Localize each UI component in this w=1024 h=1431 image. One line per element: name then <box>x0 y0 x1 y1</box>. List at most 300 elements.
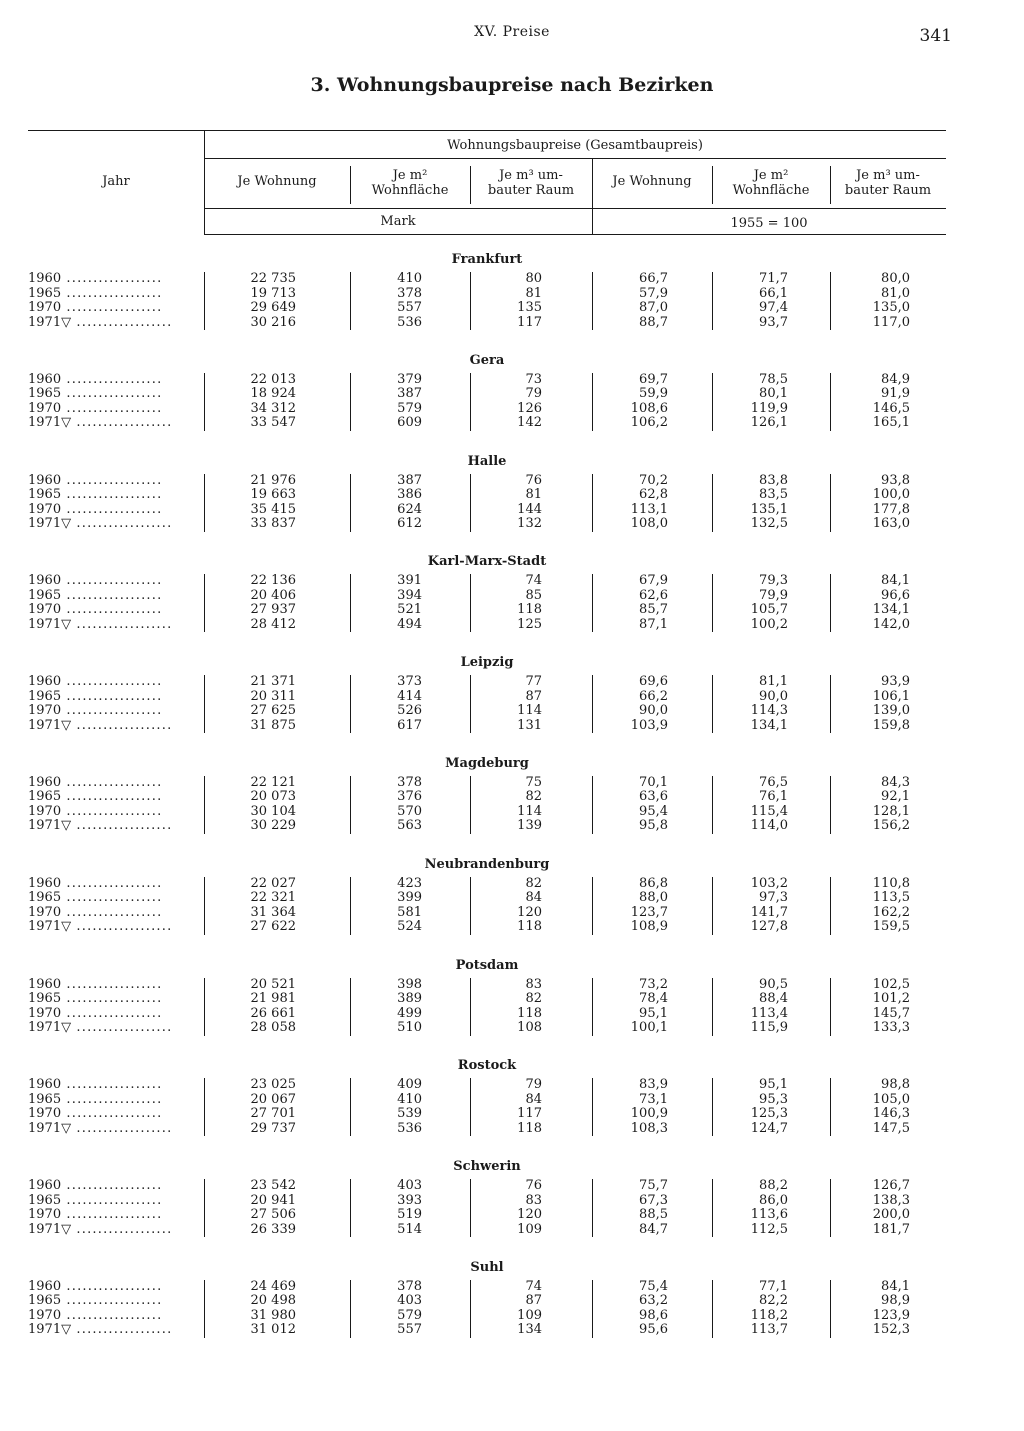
header-col6-l2: bauter Raum <box>844 183 932 198</box>
leader-dots: .................. <box>61 775 163 790</box>
value-cell: 521 <box>397 602 422 618</box>
value-cell: 118 <box>517 919 542 935</box>
table-row <box>28 719 946 734</box>
value-cell: 126,1 <box>750 415 788 431</box>
value-cell: 118,2 <box>750 1307 788 1323</box>
value-cell: 66,2 <box>639 688 668 704</box>
year-label: 1970 <box>28 1006 62 1021</box>
leader-dots: .................. <box>61 286 163 301</box>
value-cell: 118 <box>517 1120 542 1136</box>
value-cell: 80 <box>525 271 542 286</box>
value-cell: 114,0 <box>750 818 788 834</box>
value-cell: 95,6 <box>639 1322 668 1338</box>
value-cell: 393 <box>397 1192 422 1208</box>
year-cell <box>28 920 188 935</box>
leader-dots: .................. <box>61 387 163 402</box>
year-label: 1965 <box>28 790 62 805</box>
table-row <box>28 1093 946 1108</box>
year-cell <box>28 589 188 604</box>
year-cell <box>28 690 188 705</box>
leader-dots: .................. <box>61 891 163 906</box>
value-cell: 75,4 <box>639 1278 668 1294</box>
value-cell: 120 <box>517 904 542 920</box>
value-cell: 79 <box>525 386 542 402</box>
district-name: Karl-Marx-Stadt <box>427 554 547 570</box>
value-cell: 135 <box>517 300 542 315</box>
leader-dots: .................. <box>61 603 163 618</box>
value-cell: 557 <box>397 300 422 315</box>
table-body <box>28 250 946 1359</box>
value-cell: 20 941 <box>250 1192 296 1208</box>
year-label: 1970 <box>28 704 62 719</box>
value-cell: 133,3 <box>872 1020 910 1036</box>
value-cell: 80,0 <box>881 271 910 286</box>
value-cell: 579 <box>397 1307 422 1323</box>
district-name: Magdeburg <box>445 755 529 771</box>
value-cell: 93,9 <box>881 674 910 690</box>
year-label: 1960 <box>28 372 62 387</box>
leader-dots: .................. <box>71 1222 173 1237</box>
value-cell: 22 013 <box>250 371 296 387</box>
header-col5 <box>712 168 830 198</box>
value-cell: 378 <box>397 774 422 790</box>
value-cell: 120 <box>517 1207 542 1223</box>
leader-dots: .................. <box>71 1021 173 1036</box>
district-rows <box>28 1280 946 1338</box>
value-cell: 97,4 <box>759 300 788 315</box>
leader-dots: .................. <box>61 574 163 589</box>
value-cell: 70,2 <box>639 472 668 488</box>
value-cell: 117 <box>517 314 542 330</box>
value-cell: 18 924 <box>250 386 296 402</box>
value-cell: 62,8 <box>639 487 668 503</box>
value-cell: 33 837 <box>250 516 296 532</box>
value-cell: 66,7 <box>639 271 668 286</box>
value-cell: 134 <box>517 1322 542 1338</box>
value-cell: 165,1 <box>872 415 910 431</box>
value-cell: 609 <box>397 415 422 431</box>
year-label: 1960 <box>28 272 62 286</box>
value-cell: 30 229 <box>250 818 296 834</box>
value-cell: 83,9 <box>639 1077 668 1093</box>
value-cell: 31 980 <box>250 1307 296 1323</box>
value-cell: 33 547 <box>250 415 296 431</box>
value-cell: 83 <box>525 1192 542 1208</box>
value-cell: 19 663 <box>250 487 296 503</box>
value-cell: 30 216 <box>250 314 296 330</box>
district-name: Leipzig <box>460 655 514 671</box>
value-cell: 403 <box>397 1178 422 1194</box>
district-name: Suhl <box>470 1259 504 1275</box>
value-cell: 86,0 <box>759 1192 788 1208</box>
leader-dots: .................. <box>61 588 163 603</box>
value-cell: 617 <box>397 717 422 733</box>
table-row <box>28 402 946 417</box>
value-cell: 118 <box>517 1005 542 1021</box>
table-row <box>28 272 946 287</box>
value-cell: 142 <box>517 415 542 431</box>
year-cell <box>28 1208 188 1223</box>
value-cell: 93,7 <box>759 314 788 330</box>
value-cell: 109 <box>517 1221 542 1237</box>
header-col4: Je Wohnung <box>612 174 692 189</box>
value-cell: 88,0 <box>639 890 668 906</box>
year-label: 1960 <box>28 574 62 589</box>
running-head: XV. Preise <box>474 24 550 40</box>
value-cell: 23 025 <box>250 1077 296 1093</box>
value-cell: 114 <box>517 803 542 819</box>
value-cell: 514 <box>397 1221 422 1237</box>
year-cell <box>28 287 188 302</box>
header-col6 <box>830 168 946 198</box>
leader-dots: .................. <box>71 1121 173 1136</box>
value-cell: 112,5 <box>750 1221 788 1237</box>
header-col5-l1: Je m² <box>753 168 789 183</box>
value-cell: 27 506 <box>250 1207 296 1223</box>
year-cell <box>28 1078 188 1093</box>
value-cell: 499 <box>397 1005 422 1021</box>
value-cell: 379 <box>397 371 422 387</box>
leader-dots: .................. <box>61 301 163 315</box>
leader-dots: .................. <box>61 1208 163 1223</box>
value-cell: 21 976 <box>250 472 296 488</box>
district-rows <box>28 1179 946 1237</box>
value-cell: 57,9 <box>639 285 668 301</box>
header-col2 <box>350 168 470 198</box>
year-label: 1970 <box>28 301 62 315</box>
value-cell: 145,7 <box>872 1005 910 1021</box>
value-cell: 35 415 <box>250 501 296 517</box>
value-cell: 82,2 <box>759 1293 788 1309</box>
table-row <box>28 287 946 302</box>
year-label: 1971▽ <box>28 617 72 632</box>
district-block <box>28 1157 946 1258</box>
header-col1: Je Wohnung <box>237 174 317 189</box>
value-cell: 159,5 <box>872 919 910 935</box>
table-row <box>28 1223 946 1238</box>
district-rows <box>28 474 946 532</box>
year-cell <box>28 574 188 589</box>
table-row <box>28 1179 946 1194</box>
value-cell: 536 <box>397 314 422 330</box>
table-row <box>28 1309 946 1324</box>
value-cell: 90,0 <box>639 703 668 719</box>
year-label: 1971▽ <box>28 1222 72 1237</box>
year-cell <box>28 416 188 431</box>
value-cell: 84,3 <box>881 774 910 790</box>
leader-dots: .................. <box>71 517 173 532</box>
value-cell: 114 <box>517 703 542 719</box>
year-label: 1970 <box>28 401 62 416</box>
value-cell: 134,1 <box>872 602 910 618</box>
value-cell: 132 <box>517 516 542 532</box>
value-cell: 84,7 <box>639 1221 668 1237</box>
leader-dots: .................. <box>71 819 173 834</box>
year-cell <box>28 1294 188 1309</box>
value-cell: 88,2 <box>759 1178 788 1194</box>
district-block <box>28 452 946 553</box>
value-cell: 83,8 <box>759 472 788 488</box>
value-cell: 117,0 <box>872 314 910 330</box>
table-row <box>28 1078 946 1093</box>
leader-dots: .................. <box>61 1279 163 1294</box>
leader-dots: .................. <box>71 1323 173 1338</box>
year-cell <box>28 1194 188 1209</box>
year-cell <box>28 992 188 1007</box>
value-cell: 19 713 <box>250 285 296 301</box>
value-cell: 108 <box>517 1020 542 1036</box>
leader-dots: .................. <box>61 689 163 704</box>
year-cell <box>28 1122 188 1137</box>
year-cell <box>28 503 188 518</box>
value-cell: 423 <box>397 875 422 891</box>
value-cell: 177,8 <box>872 501 910 517</box>
value-cell: 84 <box>525 890 542 906</box>
value-cell: 30 104 <box>250 803 296 819</box>
year-label: 1971▽ <box>28 1121 72 1136</box>
value-cell: 398 <box>397 976 422 992</box>
leader-dots: .................. <box>61 1107 163 1122</box>
value-cell: 95,4 <box>639 803 668 819</box>
value-cell: 141,7 <box>750 904 788 920</box>
value-cell: 82 <box>525 991 542 1007</box>
value-cell: 29 737 <box>250 1120 296 1136</box>
value-cell: 27 701 <box>250 1106 296 1122</box>
value-cell: 26 661 <box>250 1005 296 1021</box>
table-row <box>28 819 946 834</box>
value-cell: 103,2 <box>750 875 788 891</box>
year-cell <box>28 1280 188 1295</box>
value-cell: 66,1 <box>759 285 788 301</box>
leader-dots: .................. <box>61 1294 163 1309</box>
value-cell: 23 542 <box>250 1178 296 1194</box>
value-cell: 27 937 <box>250 602 296 618</box>
leader-dots: .................. <box>71 315 173 330</box>
value-cell: 26 339 <box>250 1221 296 1237</box>
year-label: 1965 <box>28 1193 62 1208</box>
year-label: 1971▽ <box>28 1323 72 1338</box>
table-row <box>28 589 946 604</box>
value-cell: 22 121 <box>250 774 296 790</box>
value-cell: 20 498 <box>250 1293 296 1309</box>
value-cell: 78,4 <box>639 991 668 1007</box>
year-cell <box>28 474 188 489</box>
value-cell: 63,6 <box>639 789 668 805</box>
value-cell: 76,1 <box>759 789 788 805</box>
year-cell <box>28 1021 188 1036</box>
value-cell: 159,8 <box>872 717 910 733</box>
year-cell <box>28 1093 188 1108</box>
value-cell: 20 073 <box>250 789 296 805</box>
value-cell: 142,0 <box>872 616 910 632</box>
table-row <box>28 517 946 532</box>
value-cell: 146,3 <box>872 1106 910 1122</box>
value-cell: 105,0 <box>872 1091 910 1107</box>
value-cell: 24 469 <box>250 1278 296 1294</box>
value-cell: 135,0 <box>872 300 910 315</box>
unit-rule <box>204 208 946 209</box>
year-label: 1971▽ <box>28 1021 72 1036</box>
district-name: Gera <box>469 352 505 368</box>
year-label: 1970 <box>28 905 62 920</box>
value-cell: 387 <box>397 472 422 488</box>
value-cell: 156,2 <box>872 818 910 834</box>
table-row <box>28 920 946 935</box>
year-label: 1971▽ <box>28 819 72 834</box>
value-cell: 75 <box>525 774 542 790</box>
year-cell <box>28 402 188 417</box>
value-cell: 103,9 <box>630 717 668 733</box>
year-label: 1960 <box>28 1279 62 1294</box>
value-cell: 123,7 <box>630 904 668 920</box>
value-cell: 123,9 <box>872 1307 910 1323</box>
value-cell: 31 364 <box>250 904 296 920</box>
value-cell: 77 <box>525 674 542 690</box>
unit-index: 1955 = 100 <box>730 216 808 231</box>
value-cell: 118 <box>517 602 542 618</box>
year-label: 1971▽ <box>28 416 72 431</box>
value-cell: 29 649 <box>250 300 296 315</box>
value-cell: 163,0 <box>872 516 910 532</box>
value-cell: 181,7 <box>872 1221 910 1237</box>
value-cell: 78,5 <box>759 371 788 387</box>
table-row <box>28 1194 946 1209</box>
table-row <box>28 776 946 791</box>
value-cell: 83 <box>525 976 542 992</box>
value-cell: 67,3 <box>639 1192 668 1208</box>
value-cell: 100,2 <box>750 616 788 632</box>
value-cell: 139 <box>517 818 542 834</box>
year-cell <box>28 1323 188 1338</box>
value-cell: 113,7 <box>750 1322 788 1338</box>
value-cell: 108,3 <box>630 1120 668 1136</box>
leader-dots: .................. <box>61 1193 163 1208</box>
value-cell: 100,9 <box>630 1106 668 1122</box>
table-row <box>28 488 946 503</box>
value-cell: 70,1 <box>639 774 668 790</box>
year-label: 1960 <box>28 473 62 488</box>
district-name: Potsdam <box>455 957 519 973</box>
value-cell: 557 <box>397 1322 422 1338</box>
header-col2-l1: Je m² <box>392 168 428 183</box>
table-row <box>28 387 946 402</box>
value-cell: 76,5 <box>759 774 788 790</box>
leader-dots: .................. <box>61 804 163 819</box>
table-row <box>28 690 946 705</box>
year-label: 1971▽ <box>28 920 72 935</box>
value-cell: 612 <box>397 516 422 532</box>
value-cell: 386 <box>397 487 422 503</box>
year-label: 1965 <box>28 1092 62 1107</box>
year-cell <box>28 704 188 719</box>
district-rows <box>28 272 946 330</box>
year-cell <box>28 805 188 820</box>
district-block <box>28 552 946 653</box>
value-cell: 86,8 <box>639 875 668 891</box>
leader-dots: .................. <box>61 977 163 992</box>
value-cell: 20 521 <box>250 976 296 992</box>
table-row <box>28 1007 946 1022</box>
value-cell: 31 875 <box>250 717 296 733</box>
leader-dots: .................. <box>61 401 163 416</box>
value-cell: 84,1 <box>881 1278 910 1294</box>
header-col3 <box>470 168 592 198</box>
leader-dots: .................. <box>71 617 173 632</box>
leader-dots: .................. <box>61 1092 163 1107</box>
leader-dots: .................. <box>61 502 163 517</box>
value-cell: 73,1 <box>639 1091 668 1107</box>
value-cell: 134,1 <box>750 717 788 733</box>
value-cell: 126 <box>517 400 542 416</box>
value-cell: 76 <box>525 472 542 488</box>
value-cell: 71,7 <box>759 271 788 286</box>
year-label: 1965 <box>28 488 62 503</box>
year-cell <box>28 1223 188 1238</box>
table-row <box>28 1122 946 1137</box>
year-label: 1965 <box>28 387 62 402</box>
value-cell: 62,6 <box>639 587 668 603</box>
year-cell <box>28 1179 188 1194</box>
table-row <box>28 316 946 331</box>
value-cell: 87,1 <box>639 616 668 632</box>
year-label: 1960 <box>28 977 62 992</box>
value-cell: 144 <box>517 501 542 517</box>
value-cell: 125,3 <box>750 1106 788 1122</box>
district-name: Neubrandenburg <box>424 856 550 872</box>
table-row <box>28 877 946 892</box>
value-cell: 106,1 <box>872 688 910 704</box>
district-block <box>28 351 946 452</box>
district-rows <box>28 574 946 632</box>
table-row <box>28 978 946 993</box>
value-cell: 378 <box>397 285 422 301</box>
leader-dots: .................. <box>61 1308 163 1323</box>
year-label: 1970 <box>28 1208 62 1223</box>
unit-mark: Mark <box>380 214 416 229</box>
value-cell: 403 <box>397 1293 422 1309</box>
year-label: 1970 <box>28 804 62 819</box>
district-block <box>28 855 946 956</box>
value-cell: 410 <box>397 271 422 286</box>
value-cell: 146,5 <box>872 400 910 416</box>
table-row <box>28 992 946 1007</box>
table-row <box>28 891 946 906</box>
value-cell: 376 <box>397 789 422 805</box>
value-cell: 76 <box>525 1178 542 1194</box>
district-block <box>28 1258 946 1359</box>
value-cell: 536 <box>397 1120 422 1136</box>
value-cell: 87 <box>525 1293 542 1309</box>
value-cell: 88,5 <box>639 1207 668 1223</box>
district-block <box>28 250 946 351</box>
value-cell: 87 <box>525 688 542 704</box>
value-cell: 20 311 <box>250 688 296 704</box>
value-cell: 81,1 <box>759 674 788 690</box>
value-cell: 147,5 <box>872 1120 910 1136</box>
district-name: Frankfurt <box>451 252 523 267</box>
value-cell: 138,3 <box>872 1192 910 1208</box>
value-cell: 22 321 <box>250 890 296 906</box>
value-cell: 539 <box>397 1106 422 1122</box>
district-block <box>28 754 946 855</box>
value-cell: 394 <box>397 587 422 603</box>
value-cell: 28 412 <box>250 616 296 632</box>
value-cell: 108,0 <box>630 516 668 532</box>
leader-dots: .................. <box>61 992 163 1007</box>
value-cell: 106,2 <box>630 415 668 431</box>
value-cell: 82 <box>525 875 542 891</box>
value-cell: 110,8 <box>872 875 910 891</box>
